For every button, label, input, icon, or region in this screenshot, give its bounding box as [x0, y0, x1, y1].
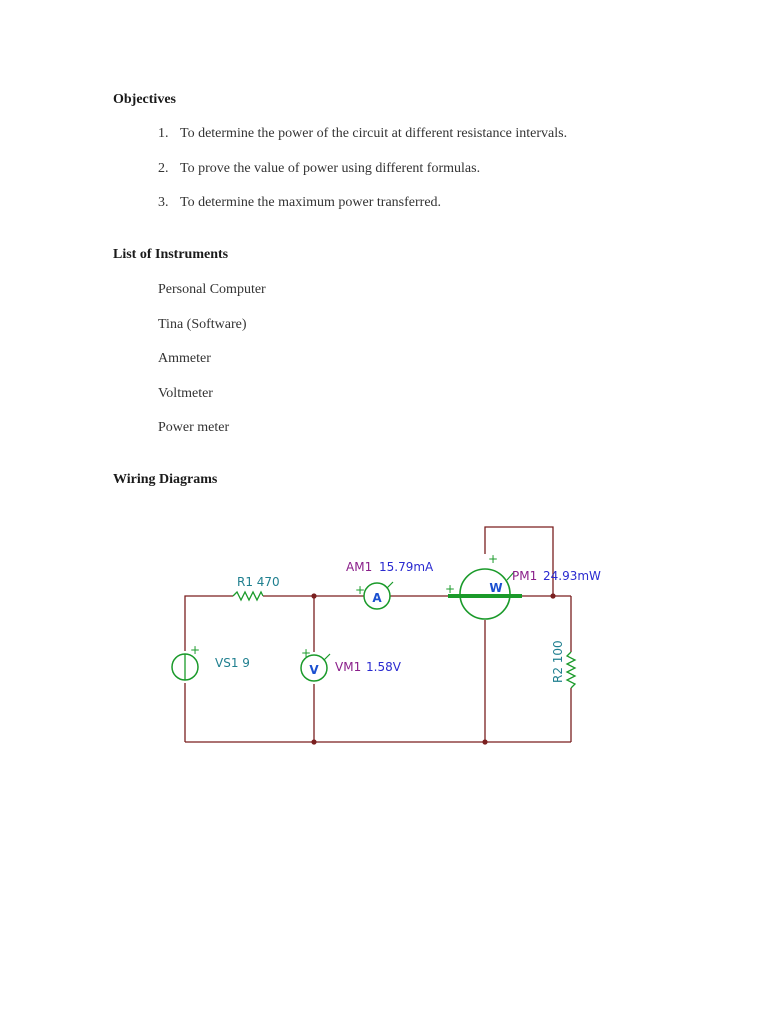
objective-number: 3.	[158, 195, 169, 210]
instrument-item: Tina (Software)	[158, 317, 247, 332]
objectives-heading: Objectives	[113, 92, 176, 107]
junction-dot	[550, 593, 555, 598]
objective-number: 1.	[158, 126, 169, 141]
vm-value-label: 1.58V	[366, 660, 401, 674]
instrument-item: Power meter	[158, 420, 230, 435]
junction-dot	[311, 593, 316, 598]
junction-dot	[482, 739, 487, 744]
wiring-heading: Wiring Diagrams	[113, 472, 218, 487]
vs-plus-sign: +	[190, 643, 201, 657]
circuit-wires	[185, 527, 571, 742]
am-value-label: 15.79mA	[379, 560, 434, 574]
vm-name-label: VM1	[335, 660, 362, 674]
instrument-item: Voltmeter	[158, 386, 213, 401]
objective-text: To prove the value of power using different formulas.	[180, 161, 481, 176]
pm-plus-sign-top: +	[488, 552, 499, 566]
resistor-r1	[233, 592, 263, 600]
voltmeter-arrow	[324, 654, 330, 660]
ammeter-arrow	[387, 582, 393, 588]
instrument-item: Personal Computer	[158, 282, 266, 297]
am-plus-sign: +	[355, 583, 366, 597]
vm-plus-sign: +	[301, 646, 312, 660]
pm-value-label: 24.93mW	[543, 569, 601, 583]
ammeter-symbol: A	[372, 591, 382, 605]
junction-dot	[311, 739, 316, 744]
pm-plus-sign-left: +	[445, 582, 456, 596]
vs-label: VS1 9	[215, 656, 250, 670]
r2-label: R2 100	[551, 640, 565, 683]
power-meter-symbol: W	[489, 581, 503, 595]
am-name-label: AM1	[346, 560, 373, 574]
voltmeter-symbol: V	[309, 663, 319, 677]
objective-text: To determine the maximum power transferred.	[180, 195, 442, 210]
instruments-heading: List of Instruments	[113, 247, 229, 262]
resistor-r2	[567, 652, 575, 688]
r1-label: R1 470	[237, 575, 280, 589]
objective-number: 2.	[158, 161, 169, 176]
objective-text: To determine the power of the circuit at different resistance intervals.	[180, 126, 568, 141]
pm-name-label: PM1	[512, 569, 538, 583]
instrument-item: Ammeter	[158, 351, 211, 366]
